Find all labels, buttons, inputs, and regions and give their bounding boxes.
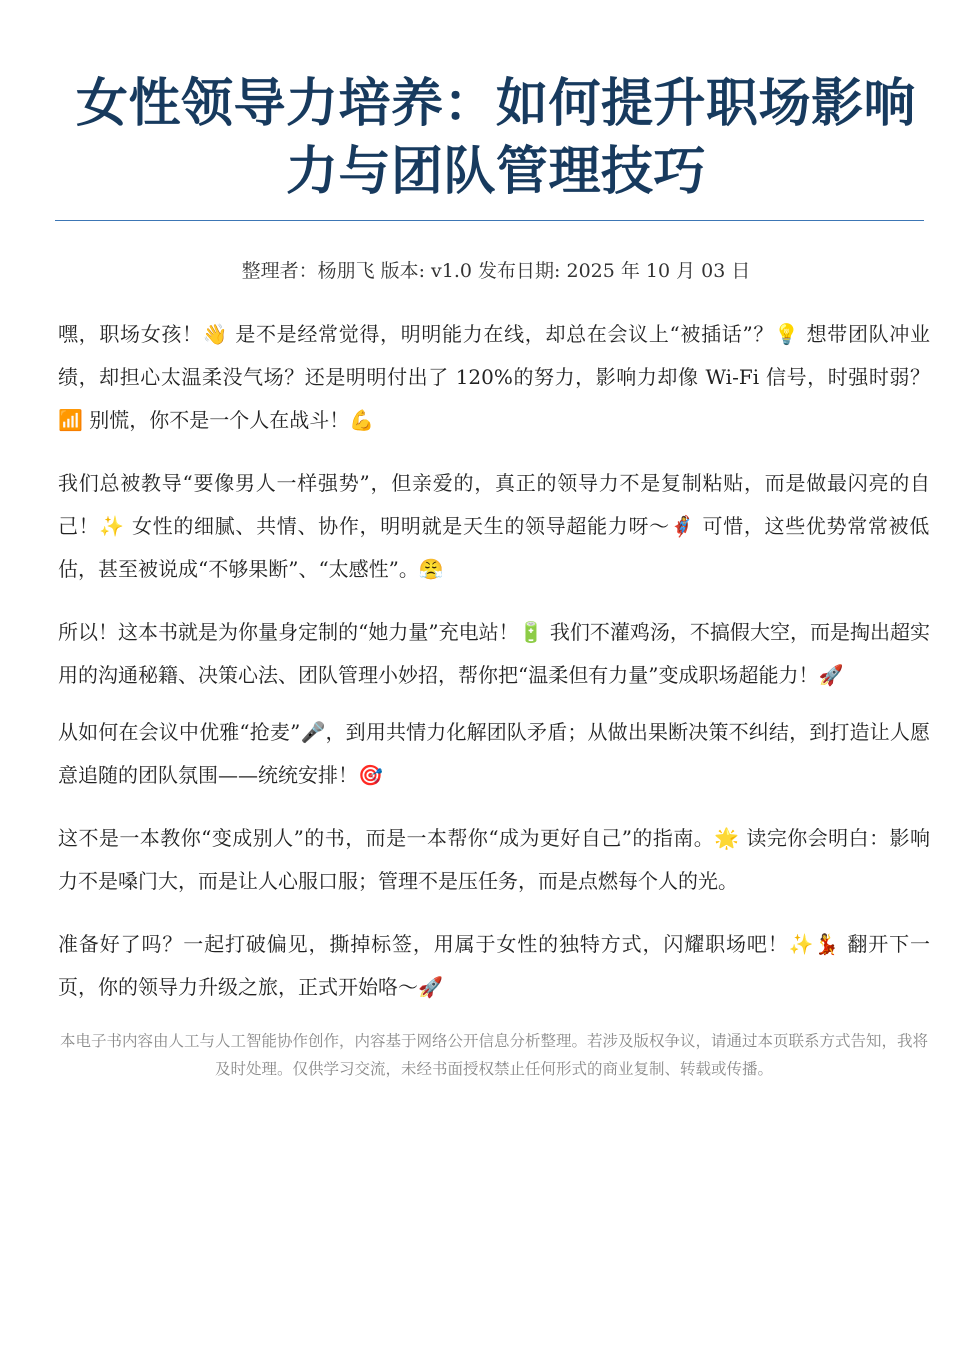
document-title: 女性领导力培养：如何提升职场影响力与团队管理技巧 — [75, 74, 916, 202]
copyright-disclaimer: 本电子书内容由人工与人工智能协作创作，内容基于网络公开信息分析整理。若涉及版权争议，请通过本页联系方式告知，我将及时处理。仅供学习交流，未经书面授权禁止任何形式的商业复制、转载或传播。 — [59, 1032, 928, 1078]
paragraph-topics: 从如何在会议中优雅“抢麦”🎤，到用共情力化解团队矛盾；从做出果断决策不纠结，到打造让人愿意追随的团队氛围——统统安排！🎯 — [58, 720, 930, 787]
title-divider — [55, 220, 924, 221]
document-meta: 整理者：杨朋飞 版本: v1.0 发布日期: 2025 年 10 月 03 日 — [241, 260, 751, 282]
paragraph-book-purpose: 所以！这本书就是为你量身定制的“她力量”充电站！🔋 我们不灌鸡汤，不搞假大空，而是掏出超实用的沟通秘籍、决策心法、团队管理小妙招，帮你把“温柔但有力量”变成职场超能力！🚀 — [58, 620, 930, 687]
paragraph-intro: 嘿，职场女孩！👋 是不是经常觉得，明明能力在线，却总在会议上“被插话”？💡 想带团队冲业绩，却担心太温柔没气场？还是明明付出了 120%的努力，影响力却像 Wi-Fi 信号，时强时弱？📶 别慌，你不是一个人在战斗！💪 — [58, 322, 930, 432]
paragraph-strengths: 我们总被教导“要像男人一样强势”，但亲爱的，真正的领导力不是复制粘贴，而是做最闪亮的自己！✨ 女性的细腻、共情、协作，明明就是天生的领导超能力呀～🦸‍♀️ 可惜，这些优势常常被低估，甚至被说成“不够果断”、“太感性”。😤 — [58, 471, 930, 581]
paragraph-call-to-action: 准备好了吗？一起打破偏见，撕掉标签，用属于女性的独特方式，闪耀职场吧！✨💃 翻开下一页，你的领导力升级之旅，正式开始咯～🚀 — [58, 932, 930, 999]
paragraph-guide: 这不是一本教你“变成别人”的书，而是一本帮你“成为更好自己”的指南。🌟 读完你会明白：影响力不是嗓门大，而是让人心服口服；管理不是压任务，而是点燃每个人的光。 — [58, 826, 930, 893]
